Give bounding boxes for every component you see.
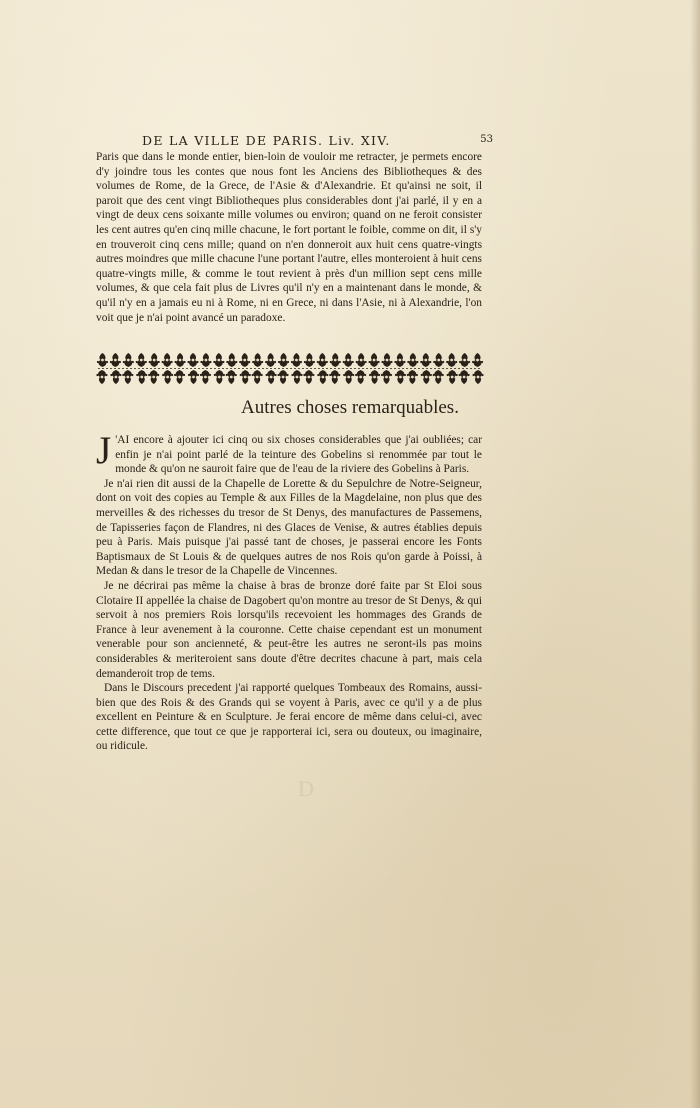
drop-cap: J — [96, 429, 112, 472]
paragraph-1: Paris que dans le monde entier, bien-loin de vouloir me retracter, je permets encore d'y joindre tous les contes que nous font les Anciens des Bibliotheques & des volumes de Rome, de la Grece, de l'Asie & d'Alexandrie. Et qu'ainsi ne soit, il paroit que des cent vingt Bibliotheques plus considerables dont j'ai parlé, il y en a vingt de deux cens soixante mille volumes ou environ; quand on ne feroit consister les cent autres qu'en cinq mille chacune, le fort portant le foible, comme on dit, il s'y en trouveroit cinq cens mille; quand on n'en donneroit aux huit cens quatre-vingts autres moindres que mille chacune l'une portant l'autre, elles monteroient à huit cens quatre-vingts mille, & comme le tout revient à près d'un million sept cens mille volumes, & que cela fait plus de Livres qu'il n'y en a maintenant dans le monde, & qu'il n'y en a jamais eu ni à Rome, ni en Grece, ni dans l'Asie, ni à Alexandrie, l'on voit que je n'ai point avancé un paradoxe. — [96, 151, 482, 324]
page-number: 53 — [480, 134, 493, 145]
text-block-main — [96, 429, 482, 754]
section-title: Autres choses remarquables. — [241, 397, 459, 418]
paragraph-2-text: 'AI encore à ajouter ici cinq ou six choses considerables que j'ai oubliées; car enfin je n'ai point parlé de la teinture des Gobelins si renommée par tout le monde & qu'on ne sauroit faire que de l'eau de la riviere des Gobelins à Paris. — [115, 434, 482, 476]
paragraph-4: Je ne décrirai pas même la chaise à bras de bronze doré faite par St Eloi sous Clotaire II appellée la chaise de Dagobert qu'on montre au tresor de St Denys, & qui servoit à nos premiers Rois lorsqu'ils recevoient les hommages des Grands de France à leur avenement à la couronne. Cette chaise cependant est un monument venerable pour son ancienneté, & peut-être les autres ne seront-ils pas moins considerables & meriteroient sans doute d'être decrites chacune à part, mais cela demanderoit trop de tems. — [96, 579, 482, 680]
paragraph-2 — [96, 429, 482, 477]
paragraph-5: Dans le Discours precedent j'ai rapporté quelques Tombeaux des Romains, aussi-bien que des Rois & des Grands qui se voyent à Paris, avec ce qu'il y a de plus excellent en Peinture & en Sculpture. Je ferai encore de même dans celui-ci, avec cette difference, que tout ce que je rapporterai ici, sera ou douteux, ou imaginaire, ou ridicule. — [96, 682, 482, 753]
text-block-top — [96, 150, 482, 325]
fleuron-band-ornament-icon — [96, 350, 484, 388]
page-edge-shadow — [690, 0, 700, 1108]
running-header — [142, 133, 493, 148]
show-through-mark: D — [298, 776, 314, 801]
paragraph-3: Je n'ai rien dit aussi de la Chapelle de Lorette & du Sepulchre de Notre-Seigneur, dont on voit des copies au Temple & aux Filles de la Magdelaine, non plus que des merveilles & des richesses du tresor de St Denys, des manufactures de Passemens, de Tapisseries façon de Flandres, ni des Glaces de Venise, & autres établies depuis peu à Paris. Mais puisque j'ai passé tant de choses, je passerai encore les Fonts Baptismaux de St Louis & de quelques autres de nos Rois qu'on garde à Poissi, à Medan & dans le tresor de la Chapelle de Vincennes. — [96, 477, 482, 578]
running-title: DE LA VILLE DE PARIS. Liv. XIV. — [142, 133, 391, 148]
